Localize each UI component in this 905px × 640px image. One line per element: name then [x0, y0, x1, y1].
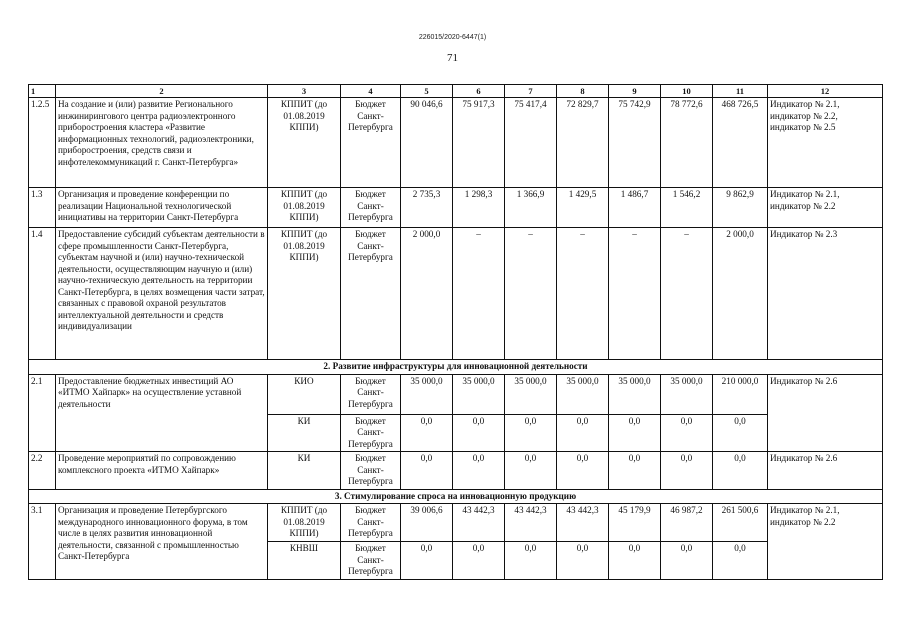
executor: КНВШ	[268, 542, 341, 580]
value-cell: –	[661, 228, 713, 360]
value-cell: 0,0	[505, 452, 557, 490]
value-cell: 0,0	[453, 414, 505, 452]
activity-description: На создание и (или) развитие Регионального инжинирингового центра радиоэлектронного приборостроения кластера «Развитие информационных технологий, радиоэлектроники, приборостроения, средств связи и инфотелекоммуникаций г. Санкт-Петербурга»	[56, 98, 268, 188]
row-number: 1.2.5	[29, 98, 56, 188]
col-header: 4	[341, 85, 401, 98]
value-cell: 0,0	[453, 542, 505, 580]
table-row	[29, 98, 883, 188]
value-cell: 0,0	[557, 542, 609, 580]
value-cell: 0,0	[557, 452, 609, 490]
executor: КППИТ (до 01.08.2019 КППИ)	[268, 228, 341, 360]
section-row	[29, 360, 883, 375]
section-title: 3. Стимулирование спроса на инновационную продукцию	[29, 489, 883, 504]
funding-source: Бюджет Санкт-Петербурга	[341, 414, 401, 452]
value-cell: 90 046,6	[401, 98, 453, 188]
col-header: 9	[609, 85, 661, 98]
section-row	[29, 489, 883, 504]
value-cell: 43 442,3	[505, 504, 557, 542]
executor: КИО	[268, 374, 341, 414]
value-cell: –	[609, 228, 661, 360]
total-cell: 0,0	[713, 452, 768, 490]
value-cell: 75 417,4	[505, 98, 557, 188]
total-cell: 210 000,0	[713, 374, 768, 414]
value-cell: 35 000,0	[505, 374, 557, 414]
value-cell: 1 366,9	[505, 188, 557, 228]
value-cell: 2 000,0	[401, 228, 453, 360]
value-cell: 39 006,6	[401, 504, 453, 542]
total-cell: 0,0	[713, 542, 768, 580]
value-cell: 0,0	[609, 414, 661, 452]
value-cell: 0,0	[401, 452, 453, 490]
indicator-cell: Индикатор № 2.6	[768, 374, 883, 452]
value-cell: –	[557, 228, 609, 360]
col-header: 2	[56, 85, 268, 98]
section-title: 2. Развитие инфраструктуры для инновационной деятельности	[29, 360, 883, 375]
program-table	[28, 84, 883, 580]
table-row	[29, 374, 883, 414]
document-id: 226015/2020-6447(1)	[418, 34, 487, 41]
value-cell: 46 987,2	[661, 504, 713, 542]
value-cell: 2 735,3	[401, 188, 453, 228]
col-header: 10	[661, 85, 713, 98]
value-cell: 78 772,6	[661, 98, 713, 188]
total-cell: 0,0	[713, 414, 768, 452]
value-cell: 0,0	[661, 542, 713, 580]
col-header: 5	[401, 85, 453, 98]
value-cell: 0,0	[557, 414, 609, 452]
funding-source: Бюджет Санкт-Петербурга	[341, 542, 401, 580]
value-cell: 0,0	[609, 542, 661, 580]
executor: КИ	[268, 414, 341, 452]
col-header: 8	[557, 85, 609, 98]
table-row	[29, 228, 883, 360]
row-number: 2.1	[29, 374, 56, 452]
col-header: 1	[29, 85, 56, 98]
table-row	[29, 504, 883, 542]
value-cell: 1 298,3	[453, 188, 505, 228]
indicator-cell: Индикатор № 2.3	[768, 228, 883, 360]
activity-description: Предоставление субсидий субъектам деятельности в сфере промышленности Санкт-Петербурга, субъектам научной и (или) научно-технической деятельности, осуществляющим научную и (или) научно-техническую деятельность на территории Санкт-Петербурга, в целях возмещения части затрат, связанных с правовой охраной результатов интеллектуальной деятельности и средств индивидуализации	[56, 228, 268, 360]
row-number: 3.1	[29, 504, 56, 580]
value-cell: 0,0	[453, 452, 505, 490]
total-cell: 261 500,6	[713, 504, 768, 542]
funding-source: Бюджет Санкт-Петербурга	[341, 504, 401, 542]
value-cell: 35 000,0	[401, 374, 453, 414]
executor: КИ	[268, 452, 341, 490]
value-cell: 45 179,9	[609, 504, 661, 542]
value-cell: 43 442,3	[453, 504, 505, 542]
value-cell: –	[453, 228, 505, 360]
executor: КППИТ (до 01.08.2019 КППИ)	[268, 188, 341, 228]
value-cell: –	[505, 228, 557, 360]
column-number-row	[29, 85, 883, 98]
value-cell: 75 917,3	[453, 98, 505, 188]
table-row	[29, 188, 883, 228]
row-number: 1.4	[29, 228, 56, 360]
indicator-cell: Индикатор № 2.1, индикатор № 2.2	[768, 188, 883, 228]
indicator-cell: Индикатор № 2.1, индикатор № 2.2	[768, 504, 883, 580]
col-header: 3	[268, 85, 341, 98]
funding-source: Бюджет Санкт-Петербурга	[341, 98, 401, 188]
value-cell: 0,0	[609, 452, 661, 490]
indicator-cell: Индикатор № 2.1, индикатор № 2.2, индикатор № 2.5	[768, 98, 883, 188]
total-cell: 2 000,0	[713, 228, 768, 360]
value-cell: 1 546,2	[661, 188, 713, 228]
value-cell: 0,0	[661, 452, 713, 490]
col-header: 12	[768, 85, 883, 98]
row-number: 2.2	[29, 452, 56, 490]
funding-source: Бюджет Санкт-Петербурга	[341, 228, 401, 360]
value-cell: 75 742,9	[609, 98, 661, 188]
indicator-cell: Индикатор № 2.6	[768, 452, 883, 490]
value-cell: 1 486,7	[609, 188, 661, 228]
col-header: 6	[453, 85, 505, 98]
activity-description: Организация и проведение Петербургского международного инновационного форума, в том числе в целях развития инновационной деятельности, связанной с промышленностью Санкт-Петербурга	[56, 504, 268, 580]
value-cell: 35 000,0	[609, 374, 661, 414]
activity-description: Предоставление бюджетных инвестиций АО «ИТМО Хайпарк» на осуществление уставной деятельности	[56, 374, 268, 452]
value-cell: 0,0	[401, 414, 453, 452]
value-cell: 35 000,0	[661, 374, 713, 414]
value-cell: 0,0	[661, 414, 713, 452]
col-header: 11	[713, 85, 768, 98]
executor: КППИТ (до 01.08.2019 КППИ)	[268, 504, 341, 542]
funding-source: Бюджет Санкт-Петербурга	[341, 452, 401, 490]
value-cell: 35 000,0	[453, 374, 505, 414]
table-row	[29, 452, 883, 490]
row-number: 1.3	[29, 188, 56, 228]
total-cell: 468 726,5	[713, 98, 768, 188]
funding-source: Бюджет Санкт-Петербурга	[341, 374, 401, 414]
value-cell: 1 429,5	[557, 188, 609, 228]
executor: КППИТ (до 01.08.2019 КППИ)	[268, 98, 341, 188]
value-cell: 0,0	[401, 542, 453, 580]
page-number: 71	[447, 52, 458, 64]
total-cell: 9 862,9	[713, 188, 768, 228]
col-header: 7	[505, 85, 557, 98]
activity-description: Организация и проведение конференции по реализации Национальной технологической инициативы на территории Санкт-Петербурга	[56, 188, 268, 228]
funding-source: Бюджет Санкт-Петербурга	[341, 188, 401, 228]
value-cell: 0,0	[505, 542, 557, 580]
value-cell: 72 829,7	[557, 98, 609, 188]
value-cell: 35 000,0	[557, 374, 609, 414]
activity-description: Проведение мероприятий по сопровождению комплексного проекта «ИТМО Хайпарк»	[56, 452, 268, 490]
value-cell: 43 442,3	[557, 504, 609, 542]
value-cell: 0,0	[505, 414, 557, 452]
